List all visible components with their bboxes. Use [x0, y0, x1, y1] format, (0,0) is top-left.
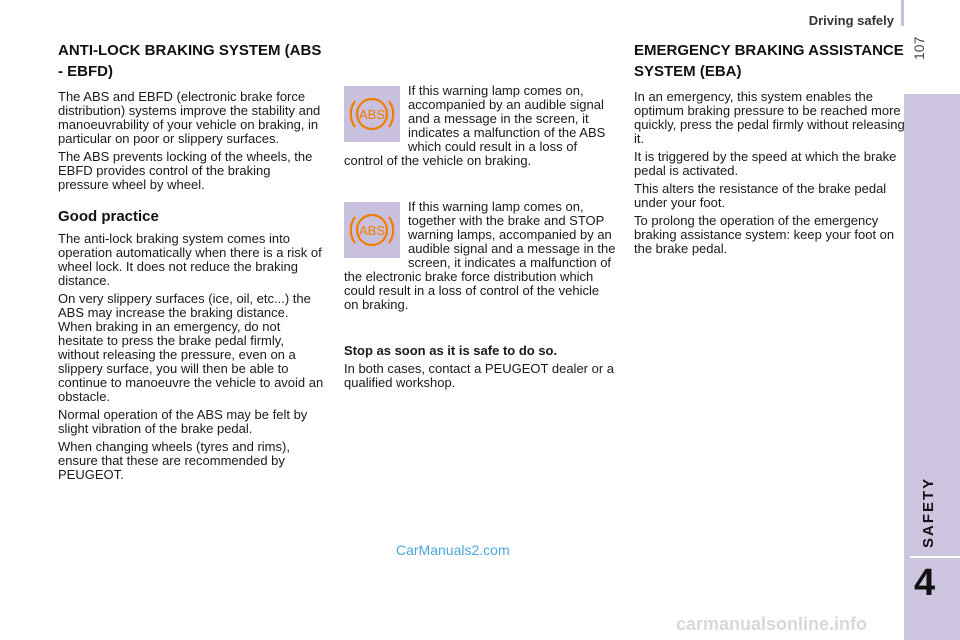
- section-label: SAFETY: [920, 476, 937, 548]
- abs-intro-paragraph: The ABS and EBFD (electronic brake force distribution) systems improve the stability and manoeuvrability of your vehicle on braking, in particular on poor or slippery surfaces.: [58, 89, 321, 146]
- good-practice-p1: The anti-lock braking system comes into operation automatically when there is a risk of wheel lock. It does not reduce the braking distance.: [58, 231, 322, 288]
- eba-p4: To prolong the operation of the emergency braking assistance system: keep your foot on the brake pedal.: [634, 213, 895, 256]
- good-practice-p2: On very slippery surfaces (ice, oil, etc...) the ABS may increase the braking distance. When braking in an emergency, do not hesitate to press the brake pedal firmly, without releasing the pressure, even on a slippery surface, you will then be able to continue to manoeuvre the vehicle to avoid an obstacle.: [58, 291, 324, 404]
- svg-text:ABS: ABS: [358, 223, 386, 238]
- column-abs: [58, 40, 324, 486]
- stop-instruction: Stop as soon as it is safe to do so.: [344, 343, 558, 358]
- abs-warning-icon: [344, 86, 400, 142]
- column-eba: [634, 40, 906, 260]
- column-warnings: [344, 84, 616, 394]
- good-practice-p4: When changing wheels (tyres and rims), ensure that these are recommended by PEUGEOT.: [58, 439, 290, 482]
- page-number: 107: [911, 36, 927, 60]
- eba-p3: This alters the resistance of the brake pedal under your foot.: [634, 181, 887, 210]
- abs-heading: ANTI-LOCK BRAKING SYSTEM (ABS - EBFD): [58, 42, 322, 80]
- sidebar-divider: [910, 556, 960, 558]
- chapter-sidebar: [904, 94, 960, 640]
- svg-text:ABS: ABS: [358, 107, 386, 122]
- abs-warning-block: [344, 84, 616, 168]
- eba-p2: It is triggered by the speed at which the brake pedal is activated.: [634, 149, 897, 178]
- ebfd-warning-block: [344, 200, 616, 312]
- ebfd-warning-icon: [344, 202, 400, 258]
- running-header: Driving safely: [808, 13, 894, 28]
- abs-warning-text: If this warning lamp comes on, accompanied by an audible signal and a message in the screen, it indicates a malfunction of the ABS which could result in a loss of control of the vehicle on braking.: [344, 83, 606, 168]
- good-practice-p3: Normal operation of the ABS may be felt by slight vibration of the brake pedal.: [58, 407, 308, 436]
- abs-prevents-paragraph: The ABS prevents locking of the wheels, the EBFD provides control of the braking pressure wheel by wheel.: [58, 149, 313, 192]
- watermark-carmanualsonline: carmanualsonline.info: [676, 614, 868, 634]
- eba-heading: EMERGENCY BRAKING ASSISTANCE SYSTEM (EBA): [634, 42, 904, 80]
- good-practice-heading: Good practice: [58, 208, 159, 225]
- watermark-carmanuals2[interactable]: CarManuals2.com: [396, 542, 510, 558]
- ebfd-warning-text: If this warning lamp comes on, together with the brake and STOP warning lamps, accompanied by an audible signal and a message in the screen, it indicates a malfunction of the electronic brake force distribution which could result in a loss of control of the vehicle on braking.: [344, 199, 616, 312]
- eba-p1: In an emergency, this system enables the optimum braking pressure to be reached more quickly, press the pedal firmly without releasing it.: [634, 89, 905, 146]
- chapter-number: 4: [914, 562, 936, 604]
- contact-dealer-text: In both cases, contact a PEUGEOT dealer or a qualified workshop.: [344, 361, 615, 390]
- header-rule: [901, 0, 904, 26]
